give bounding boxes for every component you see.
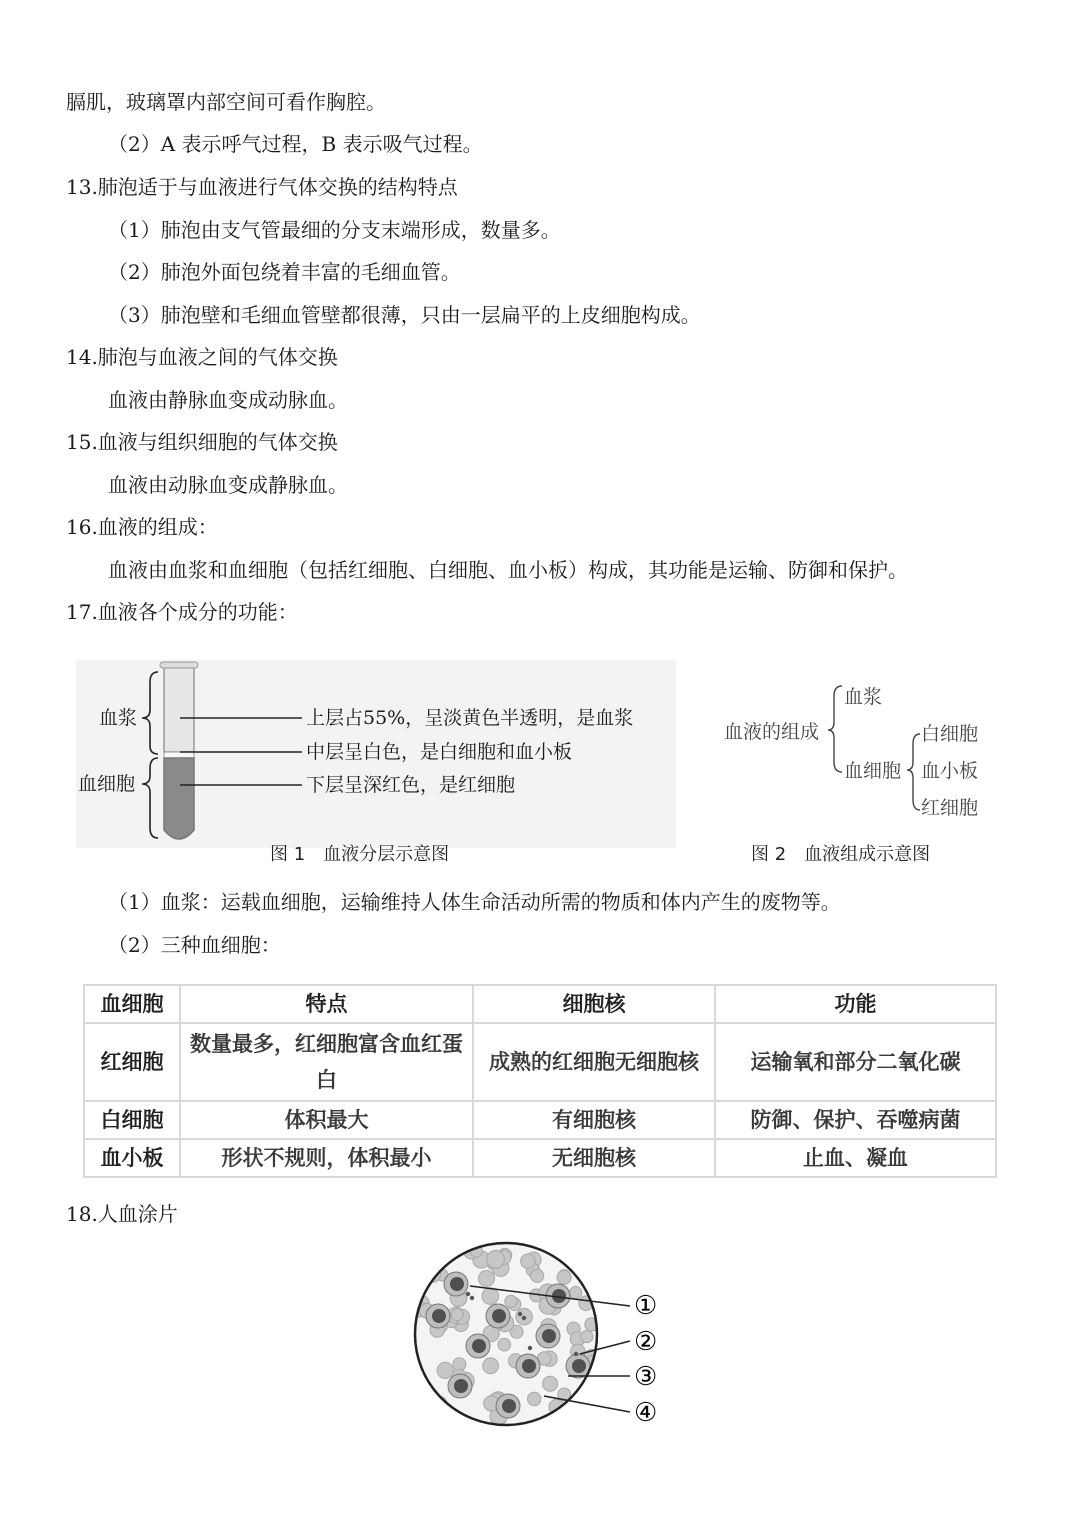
- platelet: [528, 1346, 532, 1350]
- smear-label-3: ③: [634, 1362, 658, 1392]
- platelet: [522, 1316, 526, 1320]
- header-cell: 细胞核: [473, 985, 715, 1023]
- smear-label-1: ①: [634, 1291, 658, 1321]
- red-blood-cell: [418, 1402, 436, 1420]
- cell-feature: 体积最大: [180, 1101, 473, 1139]
- blood-cells-table: [83, 984, 997, 1178]
- red-blood-cell: [425, 1242, 440, 1257]
- upper-layer-label: 上层占55%，呈淡黄色半透明，是血浆: [306, 707, 634, 729]
- red-blood-cell: [487, 1250, 505, 1268]
- smear-label-4: ④: [634, 1398, 658, 1428]
- red-blood-cell: [570, 1286, 582, 1298]
- red-blood-cell: [425, 1402, 438, 1415]
- white-blood-cell-nucleus: [502, 1399, 516, 1413]
- middle-layer-label: 中层呈白色，是白细胞和血小板: [306, 741, 573, 763]
- cells-label: 血细胞: [78, 773, 136, 795]
- white-blood-cell-nucleus: [472, 1339, 486, 1353]
- red-blood-cell: [543, 1376, 558, 1391]
- text-line: （2）肺泡外面包绕着丰富的毛细血管。: [108, 260, 461, 284]
- white-blood-cell-nucleus: [542, 1329, 556, 1343]
- cell-name: 红细胞: [84, 1023, 180, 1101]
- buffy-layer: [164, 752, 194, 758]
- cell-function: 运输氧和部分二氧化碳: [715, 1023, 996, 1101]
- red-blood-cell: [557, 1270, 571, 1284]
- section-heading-16: 16.血液的组成：: [66, 515, 218, 539]
- header-cell: 血细胞: [84, 985, 180, 1023]
- composition-platelet: 血小板: [921, 760, 979, 782]
- cell-function: 止血、凝血: [715, 1139, 996, 1177]
- tube-rim: [160, 662, 198, 668]
- composition-wbc: 白细胞: [921, 723, 979, 745]
- red-blood-cell: [483, 1358, 499, 1374]
- cell-nucleus: 有细胞核: [473, 1101, 715, 1139]
- cells-brace: [907, 734, 920, 810]
- section-heading-14: 14.肺泡与血液之间的气体交换: [66, 345, 338, 369]
- red-blood-cell: [498, 1338, 511, 1351]
- text-line: （2）A 表示呼气过程，B 表示吸气过程。: [108, 132, 483, 156]
- red-blood-cell: [531, 1269, 544, 1282]
- text-line: （1）血浆：运载血细胞，运输维持人体生命活动所需的物质和体内产生的废物等。: [108, 890, 841, 914]
- text-line: （1）肺泡由支气管最细的分支末端形成，数量多。: [108, 218, 561, 242]
- cell-feature: 数量最多，红细胞富含血红蛋白: [180, 1023, 473, 1101]
- smear-diagram: [408, 1236, 668, 1432]
- white-blood-cell-nucleus: [522, 1359, 536, 1373]
- red-blood-cell: [521, 1254, 535, 1268]
- red-blood-cell: [505, 1295, 517, 1307]
- red-blood-cell: [581, 1330, 593, 1342]
- cell-nucleus: 无细胞核: [473, 1139, 715, 1177]
- section-heading-15: 15.血液与组织细胞的气体交换: [66, 430, 338, 454]
- red-blood-cell: [426, 1251, 439, 1264]
- section-heading-13: 13.肺泡适于与血液进行气体交换的结构特点: [66, 175, 458, 199]
- table-row: [84, 1101, 996, 1139]
- text-line: 血液由血浆和血细胞（包括红细胞、白细胞、血小板）构成，其功能是运输、防御和保护。: [108, 558, 908, 582]
- text-line: （2）三种血细胞：: [108, 933, 281, 957]
- red-blood-cell: [528, 1392, 541, 1405]
- plasma-brace: [142, 672, 158, 754]
- figure1-caption: 图 1 血液分层示意图: [270, 844, 450, 865]
- composition-plasma: 血浆: [844, 686, 883, 708]
- cells-brace: [142, 758, 158, 838]
- red-blood-cell: [451, 1309, 463, 1321]
- section-heading-18: 18.人血涂片: [66, 1202, 178, 1226]
- table-header-row: [84, 985, 996, 1023]
- table-row: [84, 1023, 996, 1101]
- platelet: [470, 1296, 474, 1300]
- header-cell: 功能: [715, 985, 996, 1023]
- white-blood-cell-nucleus: [454, 1379, 468, 1393]
- text-line: 血液由动脉血变成静脉血。: [108, 473, 348, 497]
- cell-name: 血小板: [84, 1139, 180, 1177]
- text-line: 膈肌，玻璃罩内部空间可看作胸腔。: [66, 90, 386, 114]
- figure2-caption: 图 2 血液组成示意图: [751, 844, 931, 865]
- red-blood-cell: [479, 1270, 495, 1286]
- composition-root: 血液的组成: [724, 721, 820, 743]
- red-blood-cell: [431, 1396, 447, 1412]
- white-blood-cell-nucleus: [450, 1277, 464, 1291]
- white-blood-cell-nucleus: [572, 1359, 586, 1373]
- root-brace: [828, 686, 842, 772]
- lower-layer-label: 下层呈深红色，是红细胞: [306, 774, 516, 796]
- platelet: [574, 1352, 578, 1356]
- white-blood-cell-nucleus: [492, 1309, 506, 1323]
- platelet: [466, 1292, 470, 1296]
- plasma-layer: [164, 666, 194, 752]
- section-heading-17: 17.血液各个成分的功能：: [66, 600, 298, 624]
- table-row: [84, 1139, 996, 1177]
- cell-feature: 形状不规则，体积最小: [180, 1139, 473, 1177]
- composition-rbc: 红细胞: [921, 797, 979, 819]
- blood-smear-figure: [408, 1236, 668, 1432]
- red-blood-cell: [482, 1288, 499, 1305]
- plasma-label: 血浆: [99, 707, 138, 729]
- blood-layer-figure: [76, 660, 676, 848]
- platelet: [518, 1312, 522, 1316]
- composition-cells: 血细胞: [844, 760, 902, 782]
- header-cell: 特点: [180, 985, 473, 1023]
- red-blood-cell: [437, 1362, 453, 1378]
- blood-composition-figure: [718, 676, 1008, 826]
- text-line: 血液由静脉血变成动脉血。: [108, 388, 348, 412]
- cell-name: 白细胞: [84, 1101, 180, 1139]
- white-blood-cell-nucleus: [432, 1309, 446, 1323]
- cell-function: 防御、保护、吞噬病菌: [715, 1101, 996, 1139]
- text-line: （3）肺泡壁和毛细血管壁都很薄，只由一层扁平的上皮细胞构成。: [108, 303, 701, 327]
- smear-label-2: ②: [634, 1327, 658, 1357]
- red-cell-layer: [164, 758, 194, 839]
- cell-nucleus: 成熟的红细胞无细胞核: [473, 1023, 715, 1101]
